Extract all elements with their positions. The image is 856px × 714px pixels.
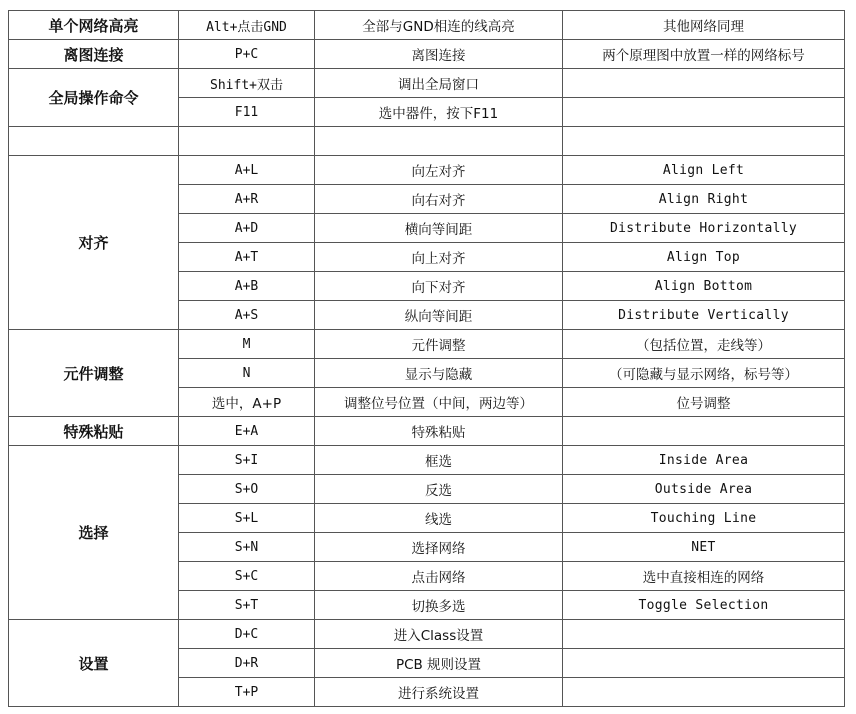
table-row [9,40,845,69]
note-cell: Toggle Selection [563,591,845,620]
action-cell: 框选 [315,446,563,475]
table-row [9,11,845,40]
shortcut-key-cell: S+C [179,562,315,591]
shortcut-key-cell: S+L [179,504,315,533]
note-cell: Distribute Vertically [563,301,845,330]
action-cell: 线选 [315,504,563,533]
shortcut-key-cell: A+T [179,243,315,272]
note-cell: Touching Line [563,504,845,533]
category-cell: 选择 [9,446,179,620]
shortcut-key-cell: T+P [179,678,315,707]
table-row [9,417,845,446]
shortcut-key-cell: F11 [179,98,315,127]
table-row [9,620,845,649]
table-row [9,127,845,156]
action-cell: 选中器件，按下F11 [315,98,563,127]
note-cell: Align Top [563,243,845,272]
category-cell [9,127,179,156]
note-cell: （包括位置，走线等） [563,330,845,359]
action-cell: 向右对齐 [315,185,563,214]
category-cell: 元件调整 [9,330,179,417]
category-cell: 离图连接 [9,40,179,69]
action-cell: 调出全局窗口 [315,69,563,98]
shortcut-key-cell: Shift+双击 [179,69,315,98]
category-cell: 单个网络高亮 [9,11,179,40]
note-cell: Distribute Horizontally [563,214,845,243]
note-cell [563,127,845,156]
shortcut-key-cell: D+R [179,649,315,678]
note-cell: Inside Area [563,446,845,475]
action-cell: 显示与隐藏 [315,359,563,388]
action-cell: 元件调整 [315,330,563,359]
action-cell: 向下对齐 [315,272,563,301]
action-cell: 切换多选 [315,591,563,620]
action-cell: 进入Class设置 [315,620,563,649]
action-cell: 横向等间距 [315,214,563,243]
note-cell [563,678,845,707]
shortcut-key-cell [179,127,315,156]
table-row [9,156,845,185]
category-cell: 设置 [9,620,179,707]
action-cell: 调整位号位置（中间，两边等） [315,388,563,417]
shortcut-key-cell: S+I [179,446,315,475]
shortcut-key-cell: M [179,330,315,359]
note-cell: Outside Area [563,475,845,504]
note-cell: 位号调整 [563,388,845,417]
note-cell: 其他网络同理 [563,11,845,40]
note-cell: Align Bottom [563,272,845,301]
note-cell: Align Left [563,156,845,185]
table-row [9,446,845,475]
note-cell [563,69,845,98]
action-cell: 选择网络 [315,533,563,562]
action-cell [315,127,563,156]
shortcut-key-cell: P+C [179,40,315,69]
table-row [9,69,845,98]
note-cell: 两个原理图中放置一样的网络标号 [563,40,845,69]
shortcut-table [8,10,845,707]
note-cell: NET [563,533,845,562]
action-cell: 特殊粘贴 [315,417,563,446]
action-cell: 向上对齐 [315,243,563,272]
note-cell [563,417,845,446]
table-row [9,330,845,359]
shortcut-key-cell: S+O [179,475,315,504]
action-cell: 向左对齐 [315,156,563,185]
shortcut-key-cell: S+T [179,591,315,620]
note-cell [563,98,845,127]
shortcut-key-cell: D+C [179,620,315,649]
action-cell: 全部与GND相连的线高亮 [315,11,563,40]
action-cell: 纵向等间距 [315,301,563,330]
note-cell [563,649,845,678]
shortcut-key-cell: A+S [179,301,315,330]
category-cell: 全局操作命令 [9,69,179,127]
category-cell: 对齐 [9,156,179,330]
shortcut-key-cell: E+A [179,417,315,446]
action-cell: 点击网络 [315,562,563,591]
action-cell: PCB 规则设置 [315,649,563,678]
action-cell: 反选 [315,475,563,504]
note-cell [563,620,845,649]
shortcut-key-cell: A+L [179,156,315,185]
category-cell: 特殊粘贴 [9,417,179,446]
shortcut-key-cell: S+N [179,533,315,562]
action-cell: 进行系统设置 [315,678,563,707]
shortcut-key-cell: N [179,359,315,388]
shortcut-key-cell: Alt+点击GND [179,11,315,40]
note-cell: （可隐藏与显示网络，标号等） [563,359,845,388]
note-cell: Align Right [563,185,845,214]
shortcut-key-cell: A+R [179,185,315,214]
shortcut-key-cell: 选中，A+P [179,388,315,417]
shortcut-key-cell: A+D [179,214,315,243]
shortcut-key-cell: A+B [179,272,315,301]
action-cell: 离图连接 [315,40,563,69]
note-cell: 选中直接相连的网络 [563,562,845,591]
